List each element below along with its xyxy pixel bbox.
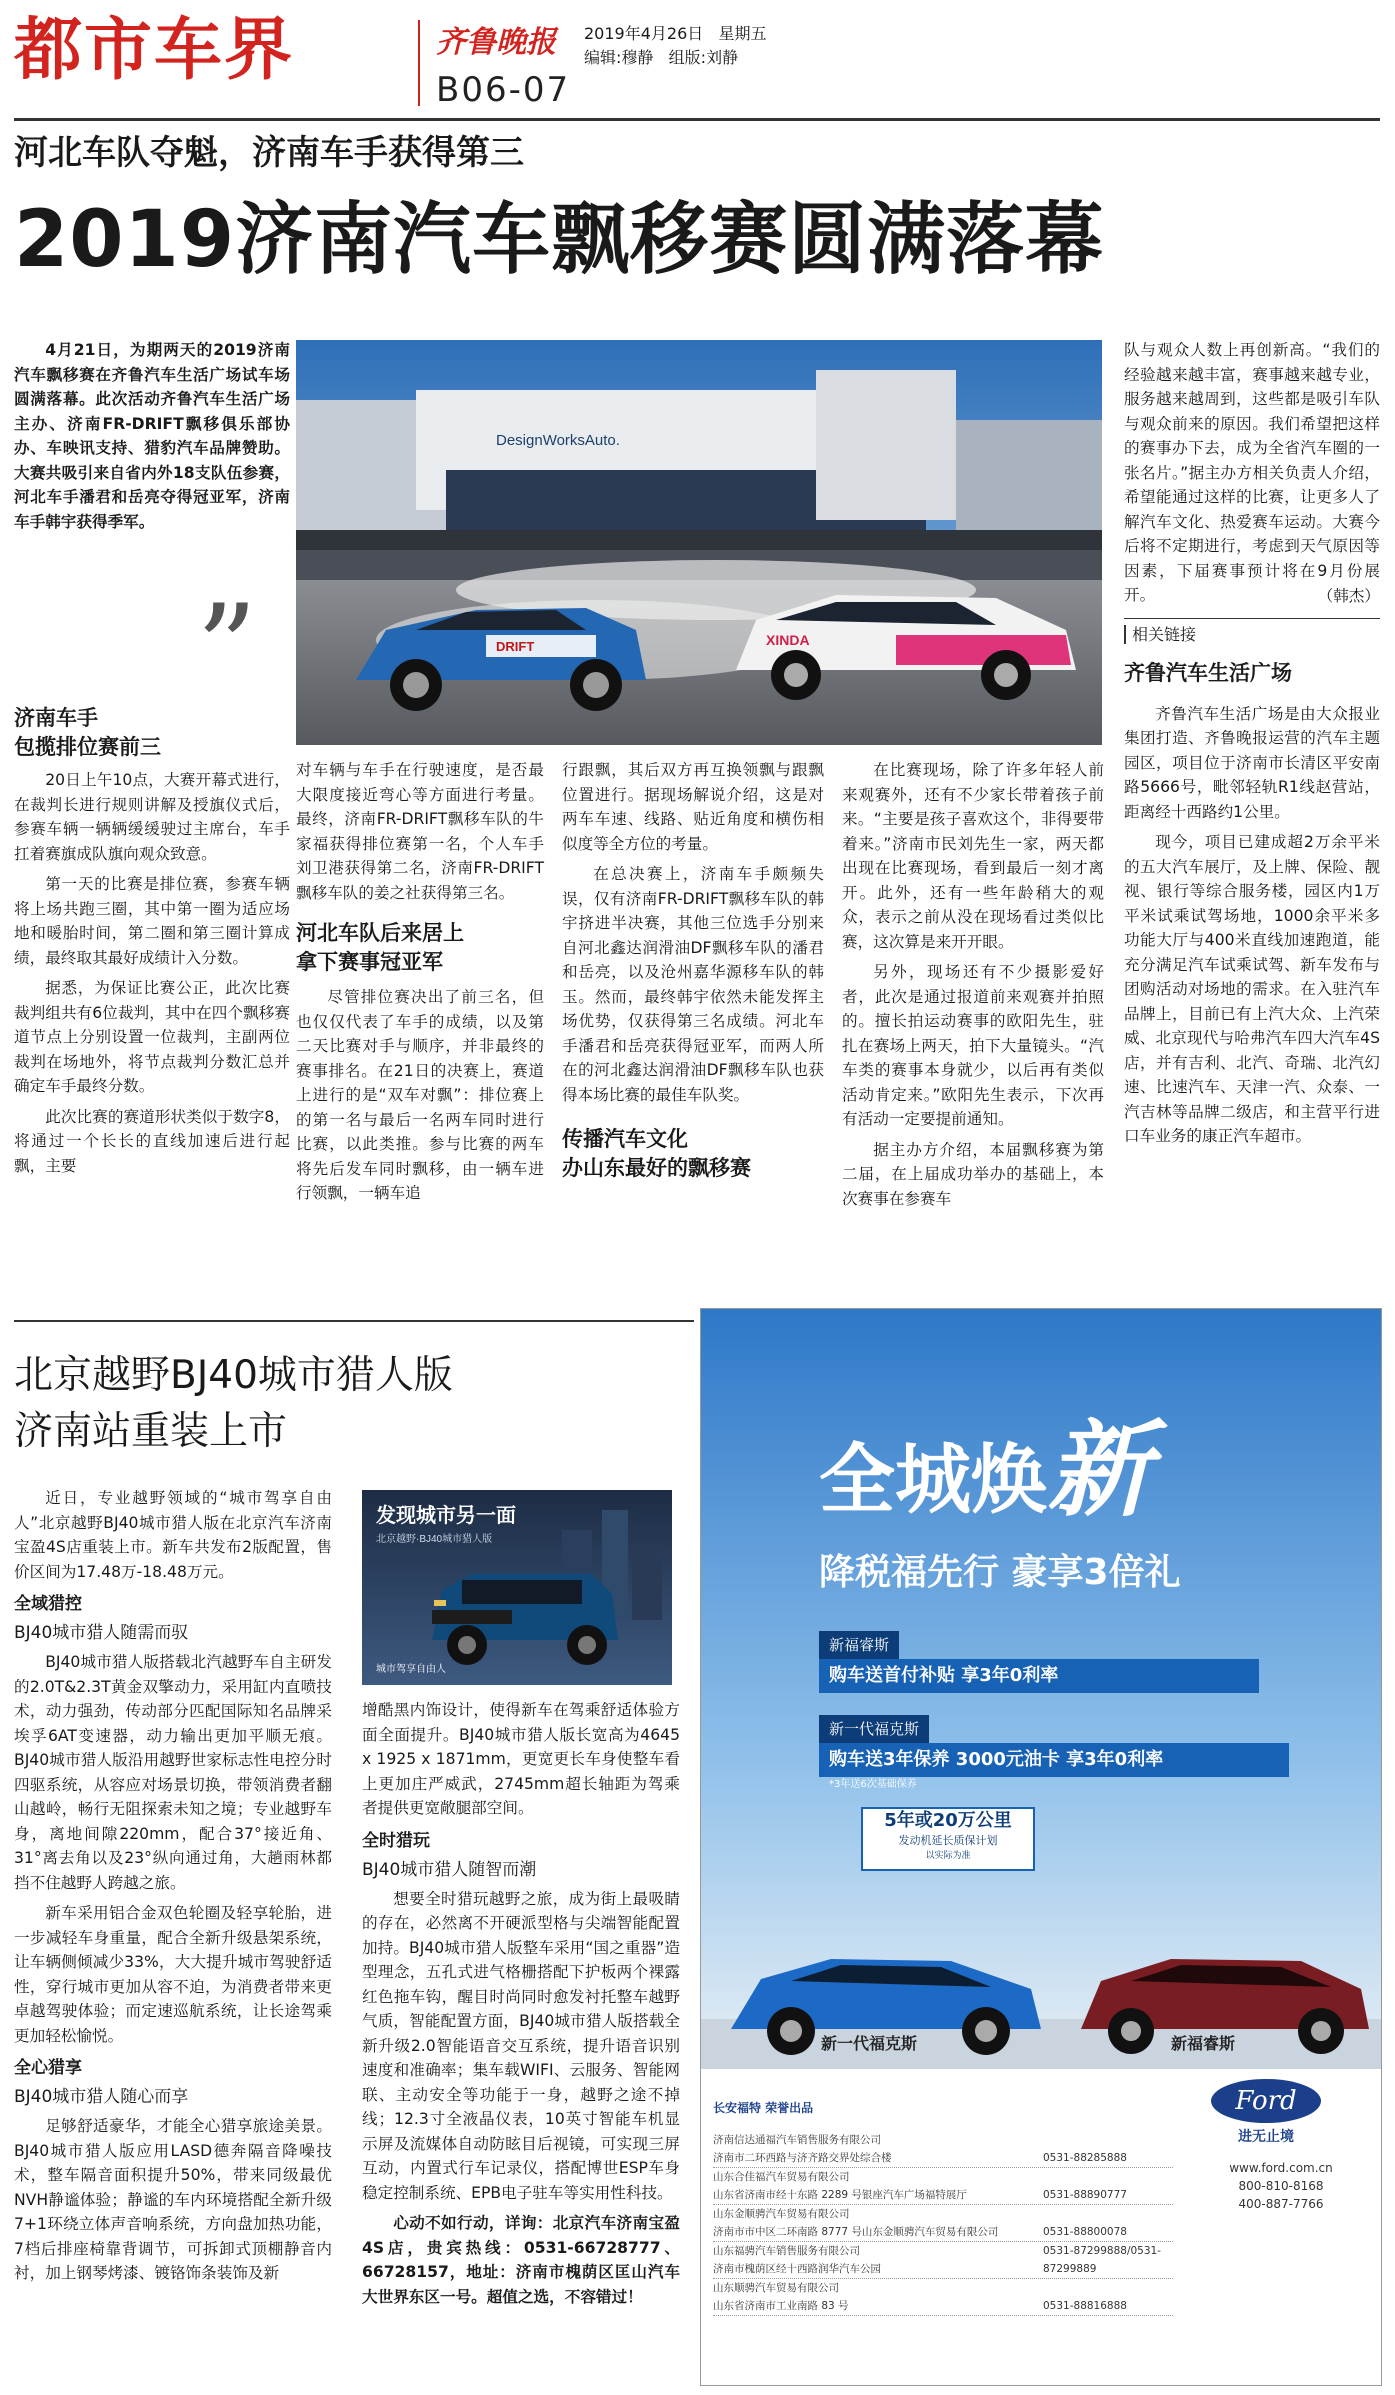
paragraph: 足够舒适豪华，才能全心猎享旅途美景。BJ40城市猎人版应用LASD德奔隔音降噪技术，整车隔音面积提升50%，带来同级最优NVH静谧体验；静谧的车内环境搭配全新升级7+1环绕立体声音响系统，方向盘加热功能，7档后排座椅靠背调节，可拆卸式顶棚静音内衬，加上钢琴烤漆、镀铬饰条装饰及新 [14,2117,332,2282]
ford-ad [700,1308,1382,2386]
dealer-name: 山东顺骋汽车贸易有限公司 [713,2282,839,2294]
paragraph: 新车采用铝合金双色轮圈及轻享轮胎，进一步减轻车身重量，配合全新升级悬架系统，让车辆侧倾减少33%，大大提升城市驾驶舒适性，穿行城市更加从容不迫，为消费者带来更卓越驾驶体验；而定速巡航系统，让长途驾乘更加轻松愉悦。 [14,1904,332,2045]
bj40-photo-sub: 北京越野·BJ40城市猎人版 [376,1534,493,1545]
col2-subhead: 河北车队后来居上 拿下赛事冠亚军 [296,921,464,974]
badge-text: 5年或20万公里 [884,1810,1012,1831]
paragraph: 据悉，为保证比赛公正，此次比赛裁判组共有6位裁判，其中在四个飘移赛道节点上分别设置一位裁判，主副两位裁判在场地外，将节点裁判分数汇总并确定车手最终分数。 [14,979,290,1095]
paragraph: 近日，专业越野领域的“城市驾享自由人”北京越野BJ40城市猎人版在北京汽车济南宝盈4S店重装上市。新车共发布2版配置，售价区间为17.48万-18.48万元。 [14,1489,332,1581]
bj40-sub3b: BJ40城市猎人随智而潮 [362,1859,537,1880]
bj40-col2 [362,1698,680,2315]
paragraph: 队与观众人数上再创新高。“我们的经验越来越丰富，赛事越来越专业，服务越来越周到，这些都是吸引车队与观众前来的原因。我们希望把这样的赛事办下去，成为全省汽车圈的一张名片。”据主办方相关负责人介绍，希望能通过这样的比赛，让更多人了解汽车文化、热爱赛车运动。大赛今后将不定期进行，考虑到天气原因等因素，下届赛事预计将在9月份展开。 [1124,341,1380,604]
badge-extra: 以实际为准 [925,1851,971,1861]
ad-headline-text: 全城焕 [819,1435,1047,1524]
dealer-tel: 0531-88890777 [1043,2189,1127,2201]
paragraph: 行跟飘，其后双方再互换领飘与跟飘位置进行。据现场解说介绍，这是对两车车速、线路、贴近角度和横伤相似度等全方位的考量。 [562,761,824,853]
page-number: B06-07 [436,70,571,110]
ad-headline-accent: 新 [1047,1409,1152,1531]
paragraph: 想要全时猎玩越野之旅，成为街上最吸睛的存在，必然离不开硬派型格与尖端智能配置加持。BJ40城市猎人版整车采用“国之重器”造型理念，五孔式进气格栅搭配下护板两个裸露红色拖车钩，醒目时尚同时愈发衬托整车越野气质，智能配置方面，BJ40城市猎人版搭载全新升级2.0智能语音交互系统，提升语音识别速度和准确率；集车载WIFI、云服务、智能网联、主动安全等功能于一身，越野之途不掉线；12.3寸全液晶仪表，10英寸智能车机显示屏及流媒体自动防眩目后视镜，可实现三屏互动，内置式行车记录仪，搭配博世ESP车身稳定控制系统、EPB电子驻车等实用性科技。 [362,1889,680,2202]
ad-slogan: 降税福先行 豪享3倍礼 [819,1552,1181,1593]
dealer-tel: 0531-88800078 [1043,2226,1127,2238]
car-left-label: DRIFT [496,639,535,654]
issue-date [584,24,767,44]
dealer-name: 济南信达通福汽车销售服务有限公司 [713,2134,881,2146]
ad-headline [819,1409,1152,1531]
offer2-model: 新一代福克斯 [819,1715,929,1743]
car-right-label: XINDA [766,632,810,648]
masthead-rule [14,118,1380,121]
bj40-col1 [14,1486,332,2292]
paragraph: BJ40城市猎人版搭载北汽越野车自主研发的2.0T&2.3T黄金双擎动力，采用缸内直喷技术，动力强劲，传动部分匹配国际知名品牌采埃孚6AT变速器，动力输出更加平顺无痕。BJ40城市猎人版沿用越野世家标志性电控分时四驱系统，从容应对场景切换，带领消费者翻山越岭，畅行无阻探索未知之境；专业越野车身，离地间隙220mm，配合37°接近角、31°离去角以及23°纵向通过角，大趟雨林都挡不住越野人跨越之旅。 [14,1653,332,1892]
lead-text: 4月21日，为期两天的2019济南汽车飘移赛在齐鲁汽车生活广场试车场圆满落幕。此次活动齐鲁汽车生活广场主办、济南FR-DRIFT飘移俱乐部协办、车映讯支持、猎豹汽车品牌赞助。大赛共吸引来自省内外18支队伍参赛，河北车手潘君和岳亮夺得冠亚军，济南车手韩宇获得季军。 [14,341,290,531]
paragraph: 增酷黑内饰设计，使得新车在驾乘舒适体验方面全面提升。BJ40城市猎人版长宽高为4645 x 1925 x 1871mm，更宽更长车身使整车看上更加庄严威武，2745mm超长轴距为驾乘者提供更宽敞腿部空间。 [362,1701,680,1817]
dealer-row [713,2242,1173,2279]
car2-label: 新福睿斯 [1171,2034,1236,2053]
dealer-addr: 济南市市中区二环南路 8777 号山东金顺骋汽车贸易有限公司 [713,2226,999,2238]
dealer-tel: 0531-88816888 [1043,2300,1127,2312]
paragraph: 在比赛现场，除了许多年轻人前来观赛外，还有不少家长带着孩子前来。“主要是孩子喜欢这个，非得要带着来。”济南市民刘先生一家，两天都出现在比赛现场，看到最后一刻才离开。此外，还有一些年龄稍大的观众，表示之前从没在现场看过类似比赛，这次算是来开开眼。 [842,761,1104,951]
ford-tagline: 进无止境 [1238,2129,1294,2145]
paragraph: 第一天的比赛是排位赛，参赛车辆将上场共跑三圈，其中第一圈为适应场地和暖胎时间，第二圈和第三圈计算成绩，最终取其最好成绩计入分数。 [14,875,290,967]
quote-mark-icon: ” [196,580,258,719]
ad-cars [701,1869,1381,2069]
car1-label: 新一代福克斯 [821,2034,918,2053]
dealer-tel: 0531-88285888 [1043,2152,1127,2164]
bj40-sub1b: BJ40城市猎人随需而驭 [14,1623,189,1643]
paragraph: 齐鲁汽车生活广场是由大众报业集团打造、齐鲁晚报运营的汽车主题园区，项目位于济南市长清区平安南路5666号，毗邻轻轨R1线赵营站，距离经十西路约1公里。 [1124,704,1380,821]
headline-kicker: 河北车队夺魁，济南车手获得第三 [14,133,524,173]
dealer-name: 山东福骋汽车销售服务有限公司 [713,2245,860,2257]
drift-photo [296,340,1102,745]
paragraph: 对车辆与车手在行驶速度，是否最大限度接近弯心等方面进行考量。最终，济南FR-DRIFT飘移车队的牛家福获得排位赛第一名，个人车手刘卫港获得第二名，济南FR-DRIFT飘移车队的姜之社获得第三名。 [296,761,544,902]
date-text: 2019年4月26日 [584,24,704,43]
lead-paragraph [14,338,290,540]
ford-hotline2: 400-887-7766 [1238,2197,1324,2211]
bj40-sub2: 全心猎享 [14,2058,82,2078]
col3-subhead: 传播汽车文化 办山东最好的飘移赛 [562,1127,751,1180]
bj40-photo [362,1490,672,1685]
bj40-sub1: 全域猎控 [14,1594,82,1614]
col2-body [296,758,544,1212]
col4-body [842,758,1104,1217]
paragraph: 此次比赛的赛道形状类似于数字8，将通过一个长长的直线加速后进行起飘，主要 [14,1107,290,1175]
col1-body [14,768,290,1184]
dealer-row [713,2279,1173,2316]
bj40-sub3: 全时猎玩 [362,1830,430,1851]
dealer-title: 长安福特 荣誉出品 [713,2101,814,2115]
banner-text: DesignWorksAuto. [496,432,620,449]
paragraph: 在总决赛上，济南车手颇频失误，仅有济南FR-DRIFT飘移车队的韩宇挤进半决赛，其他三位选手分别来自河北鑫达润滑油DF飘移车队的潘君和岳亮，以及沧州嘉华源移车队的韩玉。然而，最终韩宇依然未能发挥主场优势，仅获得第三名成绩。河北车手潘君和岳亮获得冠亚军，而两人所在的河北鑫达润滑油DF飘移车队也获得本场比赛的最佳车队奖。 [562,865,824,1104]
section-rule [14,1320,694,1322]
paragraph: 尽管排位赛决出了前三名，但也仅仅代表了车手的成绩，以及第二天比赛对手与顺序，并非最终的赛事排名。在21日的决赛上，赛道上进行的是“双车对飘”：排位赛上的第一名与最后一名两车同时进行比赛，以此类推。参与比赛的两车将先后发车同时飘移，由一辆车进行领飘，一辆车追 [296,988,544,1202]
dealer-row [713,2168,1173,2205]
dealer-addr: 济南市槐荫区经十西路润华汽车公园 [713,2263,881,2275]
related-title: 齐鲁汽车生活广场 [1124,660,1292,685]
offer-box-2 [819,1715,1289,1795]
dealer-row [713,2131,1173,2168]
offer1-text: 购车送首付补贴 享3年0利率 [819,1659,1259,1693]
col1-subhead: 济南车手 包揽排位赛前三 [14,706,161,759]
bj40-sub2b: BJ40城市猎人随心而享 [14,2087,189,2107]
col5-body [1124,338,1380,1155]
section-title: 都市车界 [14,10,295,90]
ford-hotline1: 800-810-8168 [1238,2179,1324,2193]
offer-box-1 [819,1631,1259,1705]
bj40-photo-tag: 城市驾享自由人 [376,1664,446,1675]
editor-text: 编辑:穆静 [584,48,654,67]
badge-sub: 发动机延长质保计划 [898,1834,998,1847]
dealer-list [713,2131,1173,2316]
related-label-text: 相关链接 [1124,625,1196,644]
dealer-addr: 济南市二环西路与济齐路交界处综合楼 [713,2152,892,2164]
bj40-closing: 心动不如行动，详询：北京汽车济南宝盈4S店，贵宾热线：0531-66728777、66728157，地址：济南市槐荫区匡山汽车大世界东区一号。超值之选，不容错过！ [362,2214,680,2306]
byline: （韩杰） [1317,586,1380,605]
ford-logo: Ford [1211,2079,1321,2123]
masthead-divider [418,20,420,106]
dealer-name: 山东金顺骋汽车贸易有限公司 [713,2208,850,2220]
bj40-title: 北京越野BJ40城市猎人版 济南站重装上市 [14,1353,453,1454]
dealer-row [713,2205,1173,2242]
bj40-photo-caption: 发现城市另一面 [376,1505,516,1527]
offer2-text: 购车送3年保养 3000元油卡 享3年0利率 [819,1743,1289,1777]
paragraph: 20日上午10点，大赛开幕式进行，在裁判长进行规则讲解及授旗仪式后，参赛车辆一辆辆缓缓驶过主席台，车手扛着赛旗成队旗向观众致意。 [14,771,290,863]
related-label [1124,618,1380,647]
editor-credits [584,48,738,68]
organizer-text: 组版:刘静 [668,48,739,67]
paragraph: 另外，现场还有不少摄影爱好者，此次是通过报道前来观赛并拍照的。擅长拍运动赛事的欧阳先生，驻扎在赛场上两天，拍下大量镜头。“汽车类的赛事本身就少，以后再有类似活动肯定来。”欧阳先生表示，下次再有活动一定要提前通知。 [842,963,1104,1128]
dealer-tel: 0531-87299888/0531-87299889 [1043,2245,1162,2275]
headline-title: 2019济南汽车飘移赛圆满落幕 [14,195,1105,285]
warranty-badge [861,1807,1035,1871]
newspaper-logo: 齐鲁晚报 [436,25,556,60]
dealer-name: 山东合佳福汽车贸易有限公司 [713,2171,850,2183]
paragraph: 据主办方介绍，本届飘移赛为第二届，在上届成功举办的基础上，本次赛事在参赛车 [842,1140,1104,1208]
offer1-model: 新福睿斯 [819,1631,899,1659]
ford-contacts [1201,2159,1361,2213]
dealer-addr: 山东省济南市工业南路 83 号 [713,2300,849,2312]
col3-body [562,758,824,1191]
ford-web: www.ford.com.cn [1229,2161,1333,2175]
offer2-note: *3年送6次基础保养 [829,1779,917,1790]
dealer-addr: 山东省济南市经十东路 2289 号银座汽车广场福特展厅 [713,2189,967,2201]
weekday-text: 星期五 [718,24,767,43]
paragraph: 现今，项目已建成超2万余平米的五大汽车展厅，及上牌、保险、靓视、银行等综合服务楼，园区内1万平米试乘试驾场地，1000余平米多功能大厅与400米直线加速跑道，能充分满足汽车试乘试驾、新车发布与团购活动对场地的需求。在入驻汽车品牌上，目前已有上汽大众、上汽荣威、北京现代与哈弗汽车四大汽车4S店，并有吉利、北汽、奇瑞、北汽幻速、比速汽车、天津一汽、众泰、一汽吉林等品牌二级店，和主营平行进口车业务的康正汽车超市。 [1124,833,1380,1145]
